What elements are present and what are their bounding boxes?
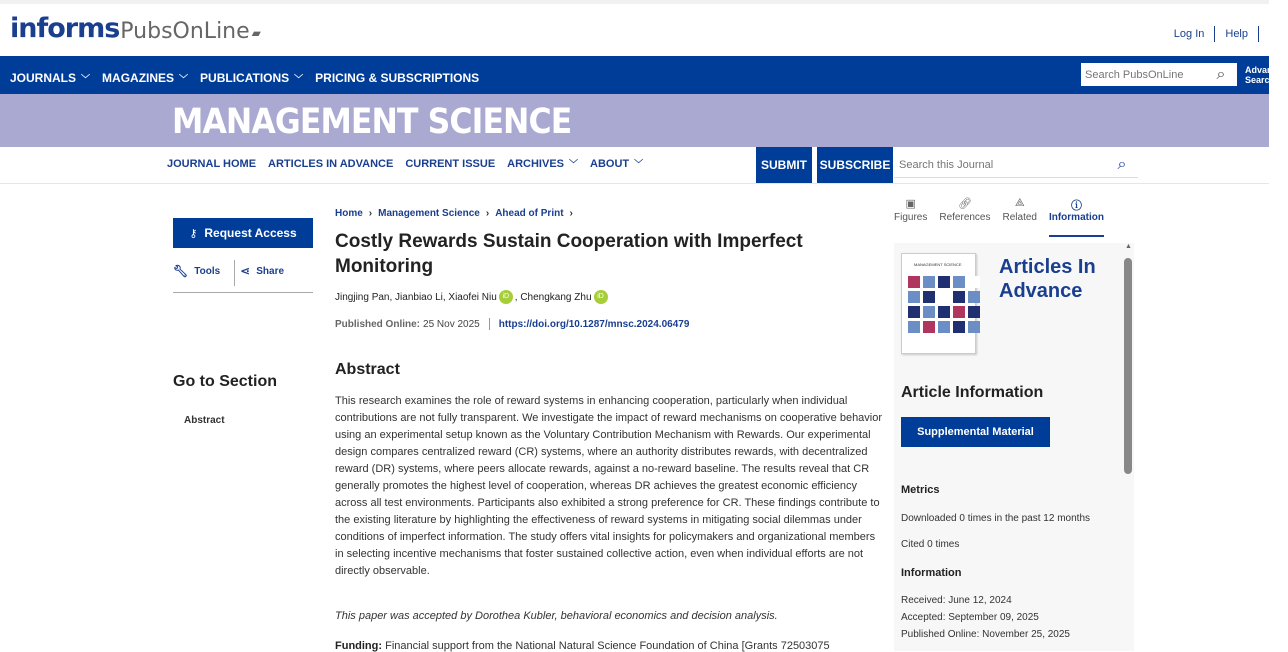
global-search-input[interactable] — [1081, 69, 1211, 81]
subscribe-button[interactable]: SUBSCRIBE — [817, 147, 893, 183]
article-information-heading: Article Information — [901, 384, 1044, 401]
breadcrumb-journal[interactable]: Management Science — [378, 208, 480, 219]
cited-count: Cited 0 times — [901, 539, 960, 550]
information-heading: Information — [901, 567, 962, 579]
nav-about[interactable]: ABOUT ﹀ — [590, 157, 644, 170]
funding-text: Financial support from the National Natural Science Foundation of China [Grants 72503075 — [385, 640, 830, 652]
chevron-right-icon: › — [485, 208, 490, 219]
accepted-by-note: This paper was accepted by Dorothea Kubler, behavioral economics and decision analysis. — [335, 610, 778, 622]
chevron-down-icon: ﹀ — [569, 159, 579, 169]
authors-last[interactable]: , Chengkang Zhu — [514, 291, 592, 303]
divider — [1258, 26, 1259, 42]
funding-label: Funding: — [335, 640, 383, 652]
downloaded-count: Downloaded 0 times in the past 12 months — [901, 513, 1090, 524]
chevron-down-icon: ﹀ — [81, 73, 91, 84]
network-icon: ⟁ — [1014, 197, 1025, 209]
panel-scrollbar[interactable] — [1124, 258, 1132, 474]
search-icon[interactable]: ⌕ — [1216, 65, 1226, 83]
published-online-date: Published Online: November 25, 2025 — [901, 629, 1070, 640]
link-icon: 🔗︎ — [957, 198, 972, 210]
top-bar — [0, 0, 1269, 56]
information-panel — [894, 243, 1134, 651]
wrench-icon: 🔧︎ — [173, 264, 189, 278]
submit-button[interactable]: SUBMIT — [756, 147, 812, 183]
metrics-heading: Metrics — [901, 484, 940, 496]
top-links — [1164, 26, 1259, 42]
published-date: 25 Nov 2025 — [423, 318, 480, 330]
journal-search-input[interactable] — [894, 159, 1112, 171]
cover-art — [908, 276, 980, 333]
search-icon[interactable]: ⌕ — [1117, 155, 1127, 173]
chevron-down-icon: ﹀ — [634, 159, 644, 169]
request-access-button[interactable]: ⚷ Request Access — [173, 218, 313, 248]
tab-references[interactable]: 🔗︎ References — [939, 198, 991, 223]
informs-logo[interactable] — [10, 14, 261, 44]
nav-archives[interactable]: ARCHIVES ﹀ — [507, 157, 579, 170]
goto-section-heading: Go to Section — [173, 373, 277, 390]
right-panel-tabs — [894, 197, 1128, 237]
orcid-icon[interactable]: iD — [594, 290, 608, 304]
received-date: Received: June 12, 2024 — [901, 595, 1012, 606]
journal-nav — [0, 147, 1269, 184]
orcid-icon[interactable]: iD — [499, 290, 513, 304]
share-button[interactable]: ⋖ Share — [240, 264, 285, 278]
doi-link[interactable]: https://doi.org/10.1287/mnsc.2024.06479 — [498, 318, 690, 330]
supplemental-material-button[interactable]: Supplemental Material — [901, 417, 1050, 447]
nav-magazines[interactable]: MAGAZINES ﹀ — [102, 71, 189, 85]
abstract-text: This research examines the role of reward systems in enhancing cooperation, particularly when individual contributions are not fully transparent. We investigate the impact of reward mechanisms on cooperative behavior using an experimental setup known as the Voluntary Contribution Mechanism with Rewards. Our experimental design compares centralized reward (CR) systems, where an authority distributes rewards, with decentralized reward (DR) systems, where peers allocate rewards, against a no-reward baseline. The results reveal that CR generally promotes the highest level of cooperation, whereas DR achieves the greatest economic efficiency across all test environments. Participants also exhibited a strong preference for CR. These findings contribute to the existing literature by highlighting the effectiveness of reward systems in mitigating social dilemmas under conditions of imperfect information. The study offers vital insights for policymakers and organizational members in selecting incentive mechanisms that foster sustained collective action, even when individual efforts are not directly observable. — [335, 395, 883, 577]
tab-information[interactable]: ⓘ Information — [1049, 197, 1104, 237]
journal-title[interactable]: MANAGEMENT SCIENCE — [172, 102, 572, 142]
tools-button[interactable]: 🔧︎ Tools — [173, 264, 221, 278]
funding-note — [335, 640, 830, 652]
global-search — [1081, 63, 1237, 86]
published-label: Published Online: — [335, 318, 421, 330]
chevron-right-icon: › — [569, 208, 573, 219]
chevron-down-icon: ﹀ — [179, 73, 189, 84]
chevron-down-icon: ﹀ — [294, 73, 304, 84]
tab-related[interactable]: ⟁ Related — [1002, 197, 1037, 223]
cover-title: MANAGEMENT SCIENCE — [914, 262, 962, 267]
divider — [489, 318, 490, 330]
info-icon: ⓘ — [1070, 200, 1082, 212]
journal-cover-image[interactable] — [901, 253, 976, 354]
image-icon: ▣ — [905, 198, 916, 210]
login-link[interactable]: Log In — [1173, 28, 1205, 40]
scroll-up-arrow[interactable]: ▲ — [1125, 243, 1132, 250]
publication-info — [335, 318, 689, 330]
breadcrumb-ahead-of-print[interactable]: Ahead of Print — [495, 208, 564, 219]
advanced-search-link[interactable]: Advanced Search — [1245, 65, 1288, 85]
nav-articles-in-advance[interactable]: ARTICLES IN ADVANCE — [268, 157, 394, 170]
articles-in-advance-link[interactable]: Articles In Advance — [999, 256, 1096, 302]
article-title: Costly Rewards Sustain Cooperation with Imperfect Monitoring — [335, 231, 803, 277]
tools-share-row — [173, 258, 313, 293]
logo-brand: informs — [10, 13, 120, 44]
help-link[interactable]: Help — [1225, 28, 1248, 40]
authors-first[interactable]: Jingjing Pan, Jianbiao Li, Xiaofei Niu — [335, 291, 497, 303]
divider — [234, 260, 235, 286]
chevron-right-icon: › — [368, 208, 373, 219]
book-icon: ▰ — [251, 26, 261, 40]
nav-publications[interactable]: PUBLICATIONS ﹀ — [200, 71, 304, 85]
breadcrumb-home[interactable]: Home — [335, 208, 363, 219]
logo-product: PubsOnLine — [120, 19, 250, 44]
journal-banner — [0, 94, 1269, 147]
share-icon: ⋖ — [240, 264, 251, 278]
nav-pricing[interactable]: PRICING & SUBSCRIPTIONS — [315, 71, 480, 85]
nav-journal-home[interactable]: JOURNAL HOME — [167, 157, 257, 170]
author-list — [335, 290, 610, 304]
journal-search — [894, 152, 1138, 178]
section-link-abstract[interactable]: Abstract — [184, 415, 225, 426]
tab-figures[interactable]: ▣ Figures — [894, 198, 928, 223]
accepted-date: Accepted: September 09, 2025 — [901, 612, 1039, 623]
breadcrumb — [335, 208, 579, 219]
abstract-heading: Abstract — [335, 361, 400, 378]
nav-journals[interactable]: JOURNALS ﹀ — [10, 71, 91, 85]
main-nav — [0, 56, 1288, 94]
key-icon: ⚷ — [189, 227, 198, 240]
nav-current-issue[interactable]: CURRENT ISSUE — [405, 157, 496, 170]
